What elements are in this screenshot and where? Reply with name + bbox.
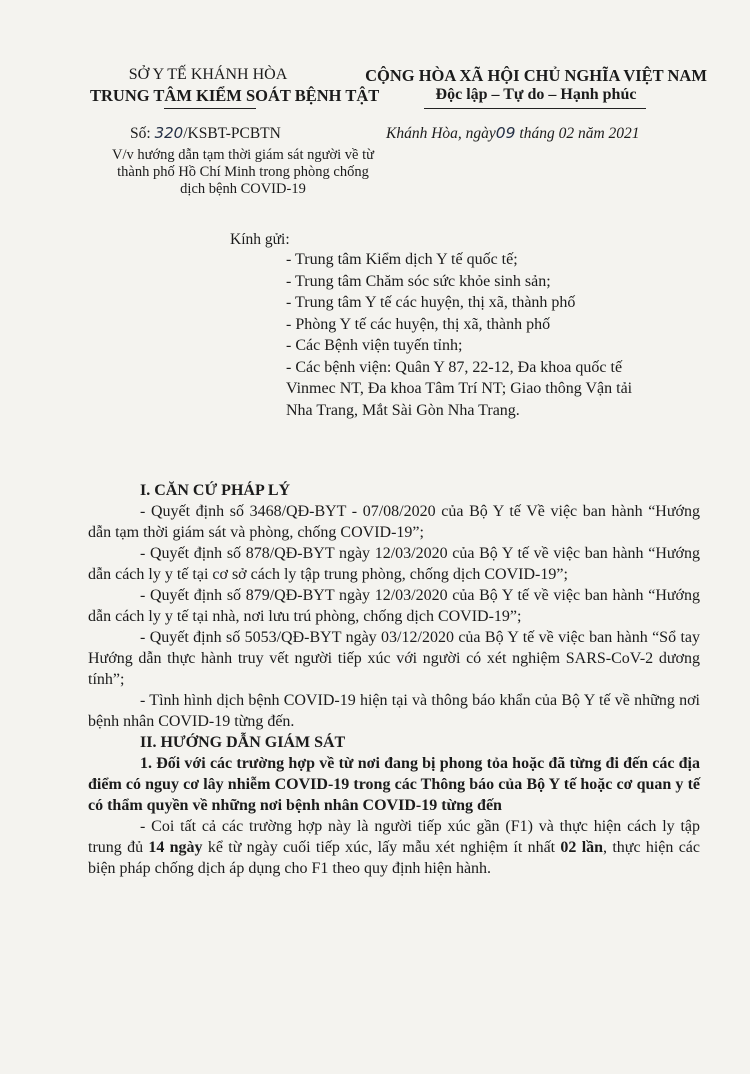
section2-heading: II. HƯỚNG DẪN GIÁM SÁT — [140, 734, 346, 751]
agency-underline — [164, 108, 256, 109]
recipient-list — [286, 249, 706, 421]
document-body — [88, 480, 700, 879]
document-number — [130, 124, 281, 143]
document-subject: V/v hướng dẫn tạm thời giám sát người về từ thành phố Hồ Chí Minh trong phòng chống dịch bệnh COVID-19 — [111, 147, 375, 197]
ref-number-handwritten: 320 — [154, 124, 184, 142]
agency-name — [90, 86, 380, 106]
agency-name-text: TRUNG TÂM KIỂM SOÁT BỆNH TẬT — [90, 86, 380, 105]
document-date — [386, 124, 640, 143]
recipient-item: - Trung tâm Y tế các huyện, thị xã, thành phố — [286, 294, 576, 311]
section1-heading: I. CĂN CỨ PHÁP LÝ — [140, 482, 291, 499]
section2-subheading: 1. Đối với các trường hợp về từ nơi đang bị phong tỏa hoặc đã từng đi đến các địa điểm có nguy cơ lây nhiễm COVID-19 trong các Thông báo của Bộ Y tế hoặc cơ quan y tế có thẩm quyền về những nơi bệnh nhân COVID-19 từng đến — [88, 755, 700, 814]
recipient-item: - Các bệnh viện: Quân Y 87, 22-12, Đa khoa quốc tế — [286, 358, 623, 376]
salutation: Kính gửi: — [230, 231, 290, 248]
recipient-item: - Phòng Y tế các huyện, thị xã, thành phố — [286, 315, 551, 333]
guidance-text-3: , thực hiện các biện pháp chống dịch áp dụng cho F1 theo quy định hiện hành. — [88, 839, 700, 877]
guidance-bold-days: 14 ngày — [148, 839, 203, 856]
guidance-bold-times: 02 lần — [560, 839, 604, 856]
legal-basis-item: - Quyết định số 879/QĐ-BYT ngày 12/03/2020 của Bộ Y tế về việc ban hành “Hướng dẫn cách ly y tế tại nhà, nơi lưu trú phòng, chống dịch COVID-19”; — [88, 587, 700, 625]
legal-basis-item: - Quyết định số 878/QĐ-BYT ngày 12/03/2020 của Bộ Y tế về việc ban hành “Hướng dẫn cách ly y tế tại cơ sở cách ly tập trung phòng, chống dịch COVID-19”; — [88, 545, 700, 583]
national-motto — [356, 86, 716, 104]
date-rest: tháng 02 năm 2021 — [519, 125, 640, 142]
guidance-paragraph — [88, 816, 700, 879]
guidance-text-2: kể từ ngày cuối tiếp xúc, lấy mẫu xét nghiệm ít nhất — [202, 839, 561, 856]
national-title: CỘNG HÒA XÃ HỘI CHỦ NGHĨA VIỆT NAM — [365, 66, 707, 85]
guidance-text-1: - Coi tất cả các trường hợp này là người tiếp xúc gần (F1) và thực hiện cách ly tập trung đủ — [88, 818, 700, 856]
recipient-item: - Các Bệnh viện tuyến tỉnh; — [286, 337, 463, 354]
recipient-item: Nha Trang, Mắt Sài Gòn Nha Trang. — [286, 401, 520, 419]
recipient-item: Vinmec NT, Đa khoa Tâm Trí NT; Giao thông Vận tải — [286, 380, 633, 397]
recipient-item: - Trung tâm Kiểm dịch Y tế quốc tế; — [286, 251, 518, 268]
motto-text: Độc lập – Tự do – Hạnh phúc — [435, 86, 637, 103]
legal-basis-item: - Tình hình dịch bệnh COVID-19 hiện tại và thông báo khẩn của Bộ Y tế về những nơi bệnh nhân COVID-19 từng đến. — [88, 692, 700, 730]
agency-parent: SỞ Y TẾ KHÁNH HÒA — [128, 66, 288, 83]
recipient-item: - Trung tâm Chăm sóc sức khỏe sinh sản; — [286, 272, 551, 290]
motto-underline — [424, 108, 646, 109]
ref-prefix: Số: — [130, 125, 151, 142]
legal-basis-item: - Quyết định số 3468/QĐ-BYT - 07/08/2020 của Bộ Y tế Về việc ban hành “Hướng dẫn tạm thời giám sát và phòng, chống COVID-19”; — [88, 503, 700, 541]
legal-basis-item: - Quyết định số 5053/QĐ-BYT ngày 03/12/2020 của Bộ Y tế về việc ban hành “Sổ tay Hướng dẫn thực hành truy vết người tiếp xúc với người có xét nghiệm SARS-CoV-2 dương tính”; — [88, 629, 700, 688]
date-place: Khánh Hòa, ngày — [386, 125, 496, 142]
date-day-handwritten: 09 — [495, 124, 516, 142]
ref-code: /KSBT-PCBTN — [183, 125, 281, 142]
